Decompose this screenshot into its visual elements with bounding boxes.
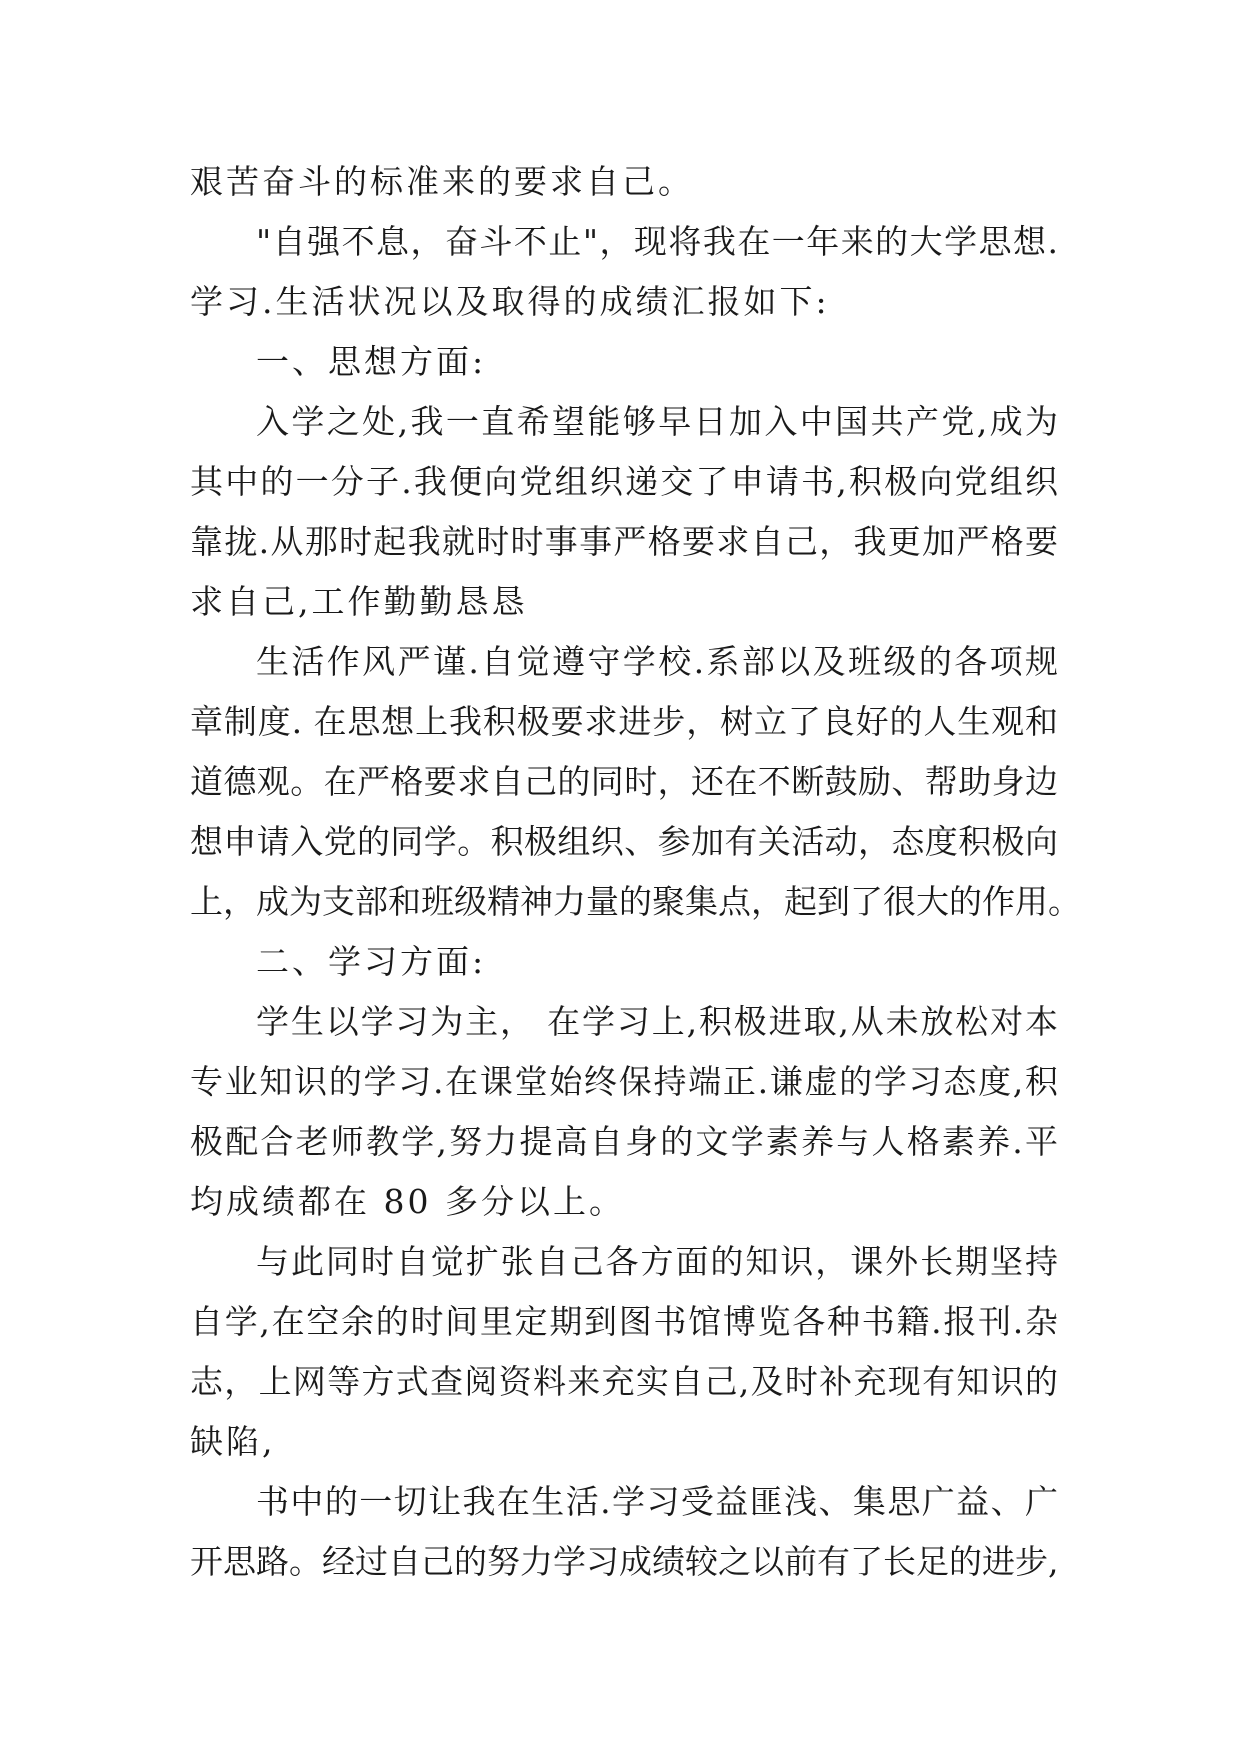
- text-line: 生活作风严谨.自觉遵守学校.系部以及班级的各项规: [256, 642, 1058, 681]
- text-line: 上，成为支部和班级精神力量的聚集点，起到了很大的作用。: [190, 882, 1081, 921]
- text-line: 极配合老师教学,努力提高自身的文学素养与人格素养.平: [190, 1122, 1058, 1161]
- text-line: 章制度. 在思想上我积极要求进步，树立了良好的人生观和: [190, 702, 1058, 741]
- text-line: 想申请入党的同学。积极组织、参加有关活动，态度积极向: [190, 822, 1058, 861]
- text-line: 靠拢.从那时起我就时时事事严格要求自己，我更加严格要: [190, 522, 1058, 561]
- paragraph: [190, 1232, 1058, 1472]
- text-line: 均成绩都在 80 多分以上。: [190, 1182, 625, 1221]
- paragraph: [190, 932, 1058, 992]
- paragraph: [190, 332, 1058, 392]
- paragraph: [190, 992, 1058, 1232]
- text-line: 与此同时自觉扩张自己各方面的知识，课外长期坚持: [256, 1242, 1058, 1281]
- text-line: 入学之处,我一直希望能够早日加入中国共产党,成为: [256, 402, 1058, 441]
- text-line: 缺陷,: [190, 1422, 276, 1461]
- text-line: 志，上网等方式查阅资料来充实自己,及时补充现有知识的: [190, 1362, 1058, 1401]
- text-line: 学习.生活状况以及取得的成绩汇报如下:: [190, 282, 830, 321]
- text-line: 书中的一切让我在生活.学习受益匪浅、集思广益、广: [256, 1482, 1058, 1521]
- paragraph: [190, 632, 1081, 932]
- text-line: 自学,在空余的时间里定期到图书馆博览各种书籍.报刊.杂: [190, 1302, 1058, 1341]
- paragraph: [190, 152, 1058, 212]
- text-line: 一、思想方面:: [256, 342, 487, 381]
- text-line: 开思路。经过自己的努力学习成绩较之以前有了长足的进步,: [190, 1542, 1059, 1581]
- text-line: 专业知识的学习.在课堂始终保持端正.谦虚的学习态度,积: [190, 1062, 1058, 1101]
- text-line: 学生以学习为主， 在学习上,积极进取,从未放松对本: [256, 1002, 1058, 1041]
- paragraph: [190, 212, 1058, 332]
- paragraph: [190, 1472, 1058, 1592]
- text-line: "自强不息，奋斗不止"，现将我在一年来的大学思想.: [256, 222, 1058, 261]
- text-line: 求自己,工作勤勤恳恳: [190, 582, 528, 621]
- text-line: 道德观。在严格要求自己的同时，还在不断鼓励、帮助身边: [190, 762, 1058, 801]
- paragraph: [190, 392, 1058, 632]
- text-line: 其中的一分子.我便向党组织递交了申请书,积极向党组织: [190, 462, 1058, 501]
- text-line: 二、学习方面:: [256, 942, 487, 981]
- text-line: 艰苦奋斗的标准来的要求自己。: [190, 162, 694, 201]
- document-page: [190, 152, 1081, 1592]
